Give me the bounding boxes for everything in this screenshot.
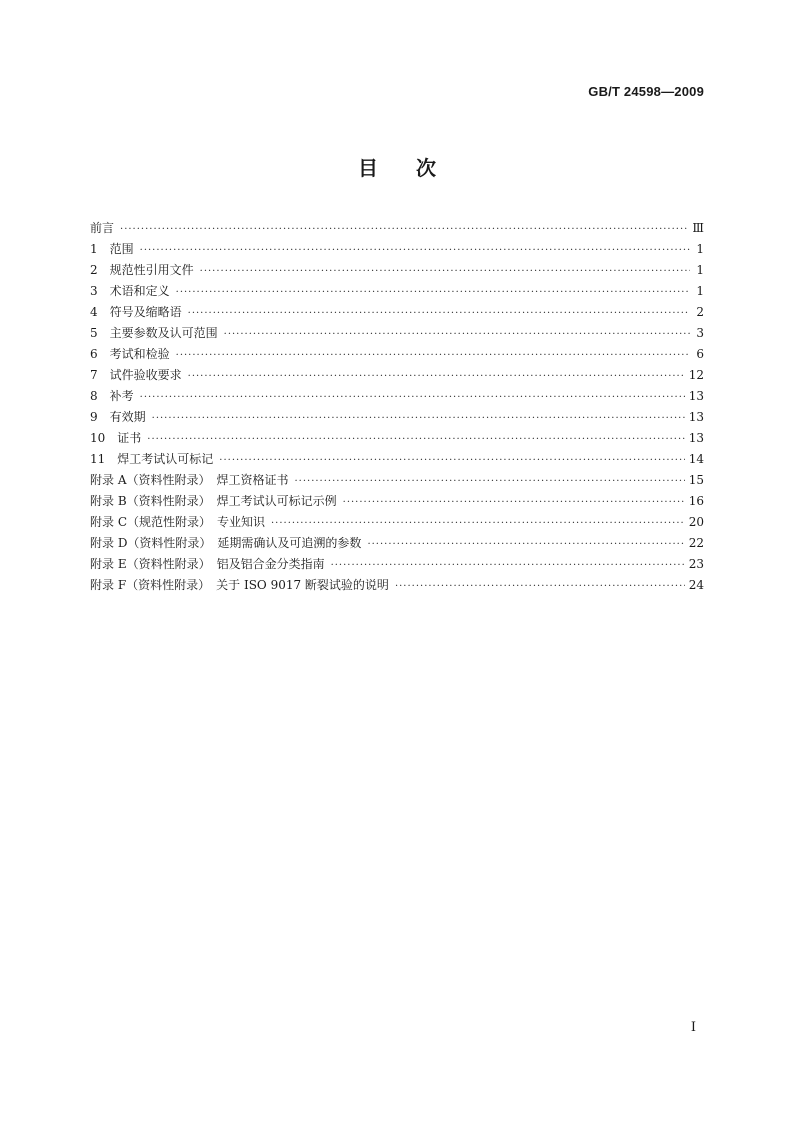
toc-dot-leader (224, 324, 690, 345)
toc-entry[interactable] (90, 365, 704, 386)
toc-entry-page: 15 (688, 473, 704, 487)
toc-entry-page: 20 (688, 515, 704, 529)
toc-dot-leader (147, 429, 684, 450)
toc-entry[interactable] (90, 344, 704, 365)
toc-dot-leader (200, 261, 690, 282)
toc-entry-label: 8 补考 (90, 389, 134, 403)
toc-entry-page: 23 (688, 557, 704, 571)
toc-dot-leader (367, 534, 684, 555)
toc-entry-page: 24 (688, 578, 704, 592)
toc-entry[interactable] (90, 302, 704, 323)
toc-entry-label: 附录 C（规范性附录） 专业知识 (90, 515, 265, 529)
toc-entry-label: 前言 (90, 221, 115, 235)
toc-entry-page: 14 (688, 452, 704, 466)
toc-entry-label: 附录 F（资料性附录） 关于 ISO 9017 断裂试验的说明 (90, 578, 389, 592)
toc-dot-leader (120, 219, 688, 240)
toc-entry-page: 12 (688, 368, 704, 382)
toc-dot-leader (176, 282, 690, 303)
toc-entry-label: 9 有效期 (90, 410, 146, 424)
toc-entry[interactable] (90, 260, 704, 281)
toc-entry[interactable] (90, 512, 704, 533)
toc-dot-leader (188, 303, 690, 324)
page-number: I (690, 1020, 696, 1035)
toc-entry[interactable] (90, 428, 704, 449)
toc-entry-page: 13 (688, 431, 704, 445)
toc-entry-page: 1 (696, 284, 704, 298)
toc-entry-label: 1 范围 (90, 242, 134, 256)
toc-entry-page: 16 (688, 494, 704, 508)
toc-entry-label: 附录 A（资料性附录） 焊工资格证书 (90, 473, 289, 487)
toc-entry-label: 3 术语和定义 (90, 284, 170, 298)
toc-entry[interactable] (90, 323, 704, 344)
toc-entry[interactable] (90, 449, 704, 470)
toc-dot-leader (343, 492, 685, 513)
toc-entry[interactable] (90, 407, 704, 428)
toc-entry-label: 附录 E（资料性附录） 铝及铝合金分类指南 (90, 557, 325, 571)
toc-dot-leader (331, 555, 685, 576)
page-title: 目次 (358, 156, 474, 180)
toc-dot-leader (176, 345, 690, 366)
table-of-contents (90, 218, 704, 596)
toc-entry-label: 4 符号及缩略语 (90, 305, 182, 319)
toc-entry-page: 3 (696, 326, 704, 340)
toc-dot-leader (152, 408, 685, 429)
toc-entry[interactable] (90, 218, 704, 239)
toc-entry-page: 22 (688, 536, 704, 550)
toc-entry-label: 7 试件验收要求 (90, 368, 182, 382)
toc-entry[interactable] (90, 470, 704, 491)
toc-dot-leader (140, 240, 690, 261)
toc-entry-label: 附录 B（资料性附录） 焊工考试认可标记示例 (90, 494, 337, 508)
toc-dot-leader (271, 513, 685, 534)
toc-entry[interactable] (90, 533, 704, 554)
toc-entry-label: 2 规范性引用文件 (90, 263, 194, 277)
toc-entry-page: 6 (696, 347, 704, 361)
toc-entry[interactable] (90, 386, 704, 407)
toc-entry-page: 13 (688, 389, 704, 403)
toc-entry-page: 1 (696, 242, 704, 256)
toc-dot-leader (294, 471, 684, 492)
toc-entry-label: 10 证书 (90, 431, 142, 445)
toc-entry[interactable] (90, 575, 704, 596)
toc-entry-label: 附录 D（资料性附录） 延期需确认及可追溯的参数 (90, 536, 362, 550)
toc-entry-label: 11 焊工考试认可标记 (90, 452, 214, 466)
toc-entry[interactable] (90, 491, 704, 512)
toc-dot-leader (188, 366, 685, 387)
toc-entry[interactable] (90, 281, 704, 302)
toc-entry-page: Ⅲ (692, 221, 704, 235)
toc-entry[interactable] (90, 239, 704, 260)
toc-dot-leader (395, 576, 685, 597)
toc-dot-leader (219, 450, 684, 471)
toc-entry-label: 5 主要参数及认可范围 (90, 326, 218, 340)
toc-entry-label: 6 考试和检验 (90, 347, 170, 361)
toc-entry-page: 1 (696, 263, 704, 277)
toc-entry-page: 13 (688, 410, 704, 424)
toc-dot-leader (140, 387, 685, 408)
toc-entry[interactable] (90, 554, 704, 575)
standard-code: GB/T 24598—2009 (588, 84, 704, 99)
toc-entry-page: 2 (696, 305, 704, 319)
